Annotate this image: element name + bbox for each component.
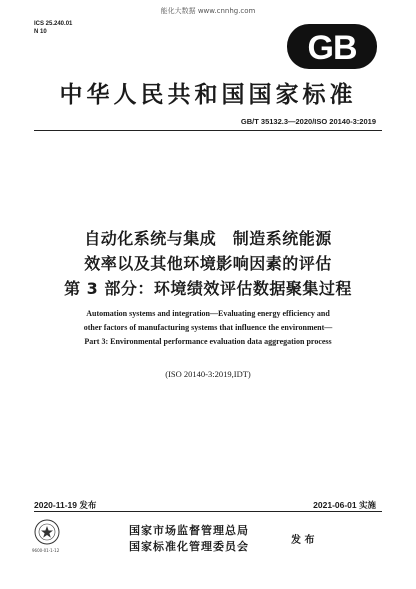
iso-reference: (ISO 20140-3:2019,IDT) (165, 369, 251, 379)
title-cn-line-2: 效率以及其他环境影响因素的评估 (84, 254, 332, 273)
national-standard-title: 中华人民共和国国家标准 (59, 81, 357, 108)
gb-logo-icon (287, 24, 377, 69)
seal-icon (34, 519, 60, 545)
watermark: 能化大数据 www.cnnhg.com (160, 7, 256, 15)
publish-label: 发 布 (291, 535, 315, 546)
title-en-line-2: other factors of manufacturing systems that influence the environment— (83, 323, 333, 332)
standard-code: GB/T 35132.3—2020/ISO 20140-3:2019 (240, 117, 376, 126)
issuer-sac: 国家标准化管理委员会 (129, 540, 249, 553)
logo-text: GB (307, 29, 357, 67)
issuer-samr: 国家市场监督管理总局 (129, 524, 249, 537)
ics-code: ICS 25.240.01 (34, 21, 73, 27)
implement-date: 2021-06-01 实施 (313, 500, 376, 510)
title-en-line-3: Part 3: Environmental performance evaluation data aggregation process (84, 337, 332, 346)
ccs-code: N 10 (34, 29, 47, 35)
seal-number: 9600-01-1-12 (32, 548, 60, 553)
ics-block (34, 20, 72, 36)
title-en-line-1: Automation systems and integration—Evaluating energy efficiency and (86, 309, 330, 318)
issue-date: 2020-11-19 发布 (34, 500, 97, 510)
title-cn-line-3: 第 3 部分：环境绩效评估数据聚集过程 (64, 279, 352, 298)
top-divider (34, 130, 382, 131)
bottom-divider (34, 511, 382, 512)
title-cn-line-1: 自动化系统与集成 制造系统能源 (84, 229, 332, 248)
